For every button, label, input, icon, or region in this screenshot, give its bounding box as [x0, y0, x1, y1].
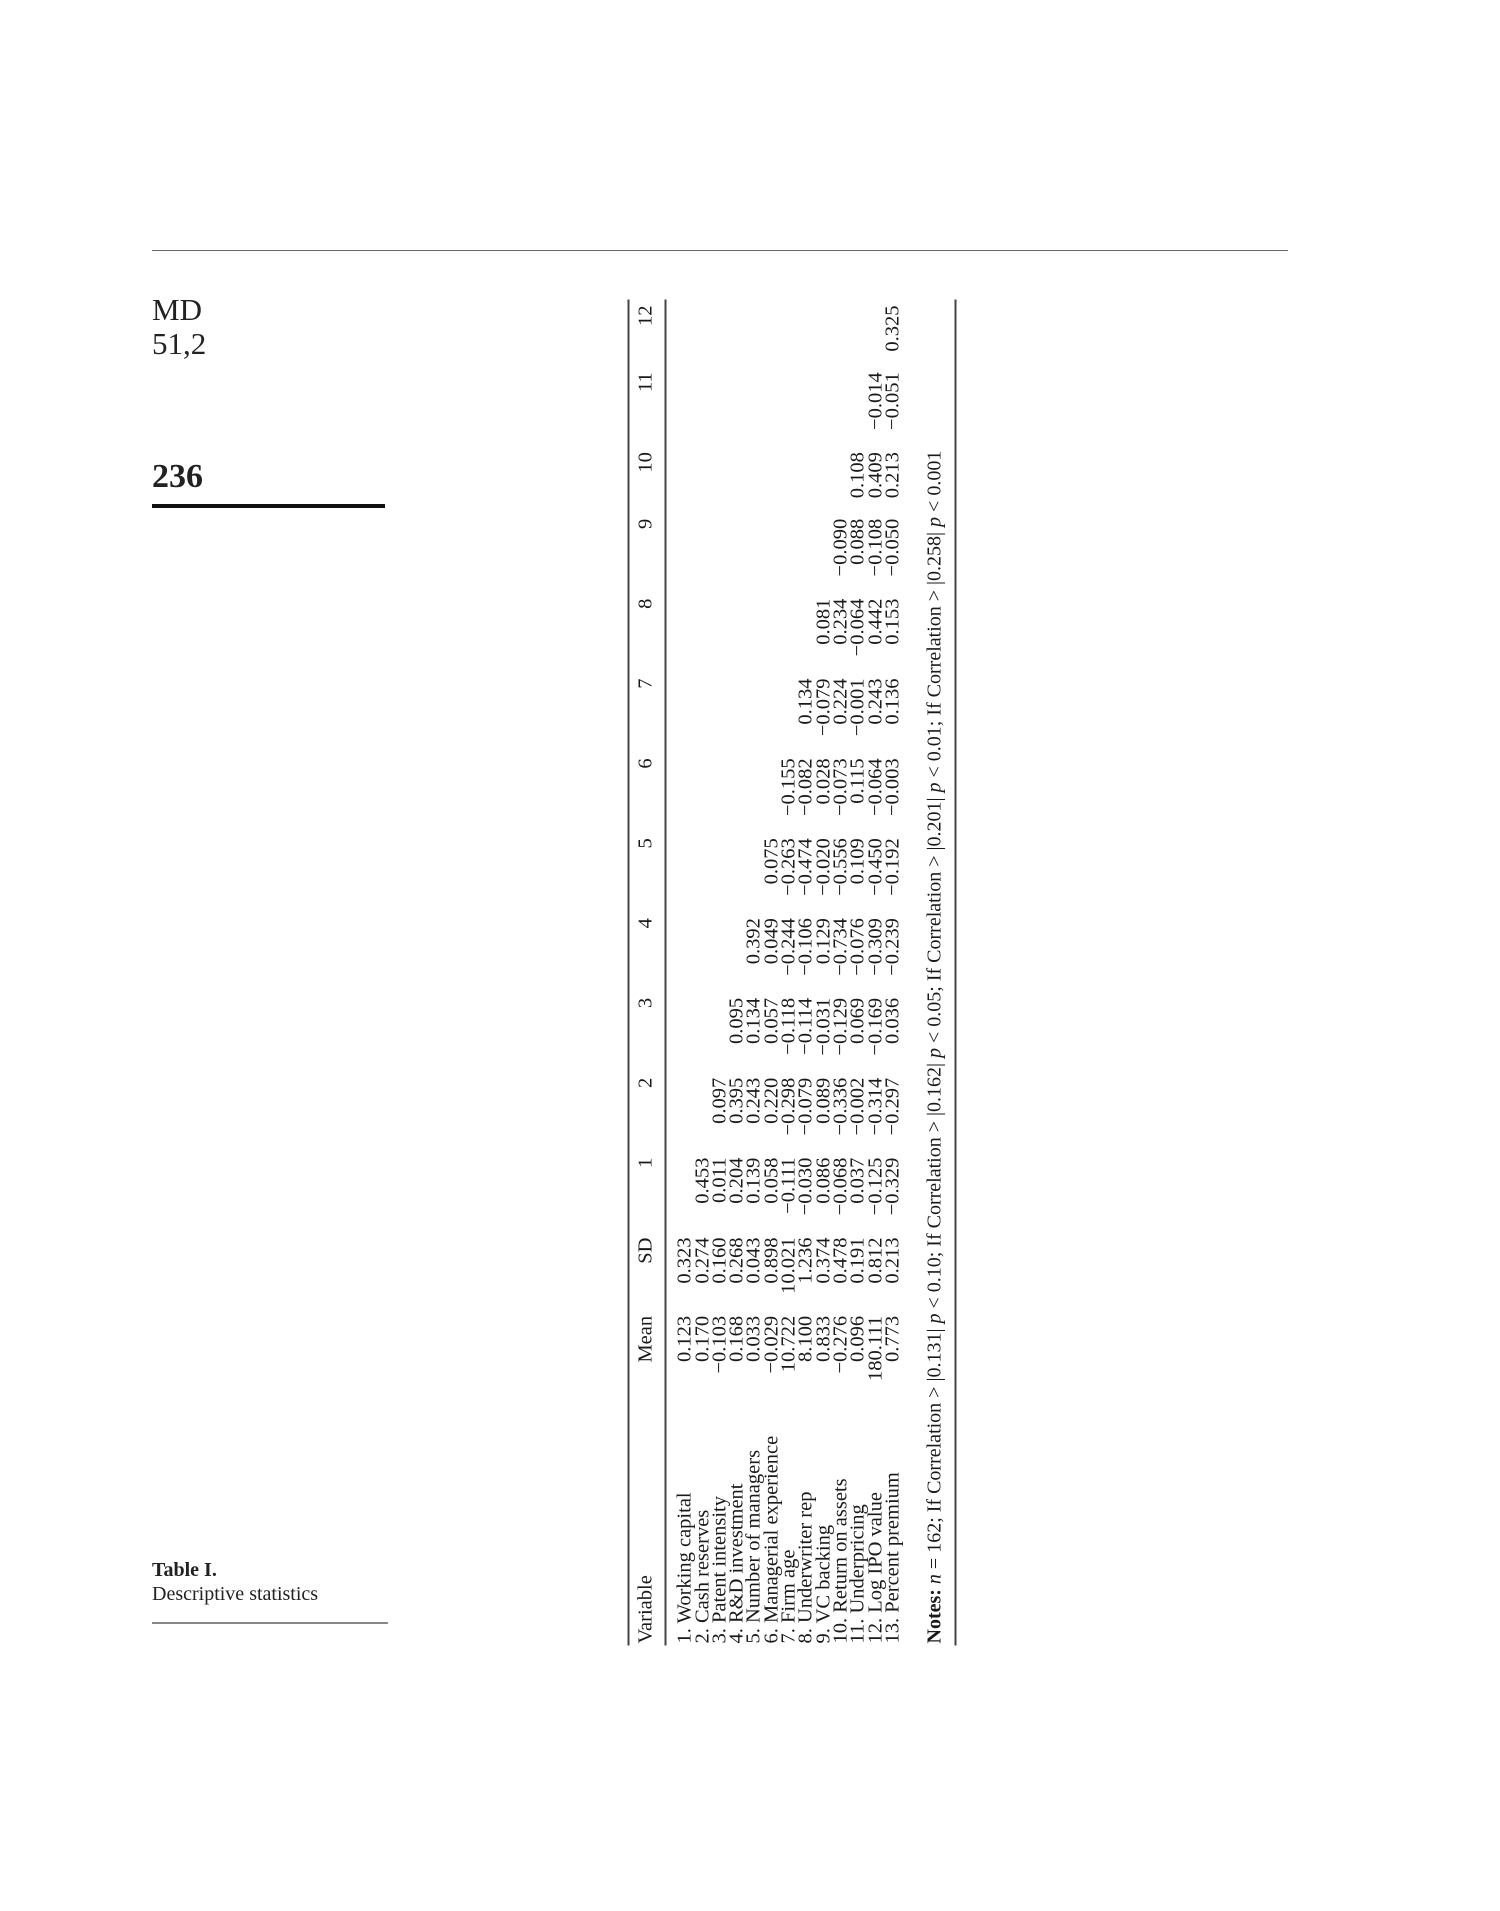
correlation-value: 0.095: [725, 997, 748, 1045]
column-header: Mean: [629, 1310, 666, 1398]
correlation-value: [729, 752, 746, 832]
column-header: Variable: [629, 1398, 666, 1645]
correlation-value: [694, 366, 711, 446]
correlation-value: [666, 513, 694, 593]
correlation-value: 0.057: [760, 997, 783, 1045]
correlation-value: 0.011: [708, 1157, 731, 1204]
notes-n: n: [923, 1574, 946, 1585]
correlation-value: [781, 366, 798, 446]
notes-text: < 0.001: [923, 450, 946, 517]
correlation-value: 0.395: [725, 1077, 748, 1124]
variable-name: 11. Underpricing: [846, 1504, 869, 1644]
notes-text: < 0.01; If Correlation > |0.258|: [923, 526, 946, 783]
correlation-value: −0.050: [881, 518, 904, 577]
correlation-value: −0.314: [864, 1077, 887, 1136]
correlation-value: [666, 446, 694, 513]
correlation-value: [729, 446, 746, 513]
correlation-value: −0.474: [794, 838, 817, 896]
notes-p: p: [923, 1313, 946, 1324]
correlation-value: [729, 832, 746, 912]
notes-label: Notes:: [923, 1589, 946, 1644]
correlation-value: −0.118: [777, 997, 800, 1055]
correlation-value: [798, 446, 815, 513]
correlation-value: −0.125: [864, 1157, 887, 1216]
correlation-value: 0.075: [760, 838, 783, 885]
correlation-value: 0.069: [846, 997, 869, 1045]
correlation-value: −0.020: [812, 838, 835, 896]
correlation-value: 0.097: [708, 1077, 731, 1124]
column-header: 12: [629, 300, 666, 367]
sd-value: 0.191: [846, 1237, 869, 1284]
correlation-value: −0.129: [829, 997, 852, 1056]
correlation-value: −0.079: [812, 678, 835, 737]
correlation-value: [832, 366, 849, 446]
table-body: [666, 300, 912, 1646]
correlation-value: [666, 1152, 694, 1232]
column-header: 4: [629, 912, 666, 992]
variable-name: 8. Underwriter rep: [794, 1491, 817, 1644]
correlation-value: −0.108: [864, 518, 887, 577]
correlation-value: 0.453: [691, 1157, 714, 1204]
correlation-value: 0.109: [846, 838, 869, 885]
correlation-value: [711, 366, 728, 446]
correlation-value: [694, 593, 711, 673]
column-header: 9: [629, 513, 666, 593]
mean-value: 0.123: [673, 1315, 696, 1362]
mean-value: −0.103: [708, 1315, 731, 1374]
correlation-value: [746, 366, 763, 446]
correlation-value: −0.192: [881, 838, 904, 896]
correlation-value: −0.114: [794, 997, 817, 1055]
correlation-value: [798, 300, 815, 367]
correlation-value: [781, 593, 798, 673]
correlation-value: [711, 832, 728, 912]
correlation-value: −0.556: [829, 838, 852, 896]
correlation-value: [711, 912, 728, 992]
correlation-value: −0.734: [829, 918, 852, 976]
correlation-value: [763, 300, 780, 367]
correlation-value: [729, 593, 746, 673]
correlation-value: [694, 513, 711, 593]
correlation-value: −0.014: [864, 372, 887, 430]
correlation-value: 0.213: [881, 452, 904, 499]
correlation-value: 0.058: [760, 1157, 783, 1204]
volume-issue: 51,2: [152, 326, 207, 361]
sd-value: 0.274: [691, 1237, 714, 1284]
correlation-value: −0.076: [846, 918, 869, 976]
top-rule: [152, 250, 1288, 251]
correlation-value: [666, 912, 694, 992]
notes-p: p: [923, 516, 946, 527]
sd-value: 0.160: [708, 1237, 731, 1284]
mean-value: 0.168: [725, 1315, 748, 1362]
variable-name: 2. Cash reserves: [691, 1509, 714, 1644]
correlation-value: 0.049: [760, 918, 783, 965]
mean-value: 0.170: [691, 1315, 714, 1362]
sd-value: 0.898: [760, 1237, 783, 1284]
correlation-value: [815, 446, 832, 513]
correlation-value: [746, 513, 763, 593]
correlation-value: [798, 513, 815, 593]
mean-value: 0.773: [881, 1315, 904, 1362]
column-header: 3: [629, 992, 666, 1072]
correlation-value: −0.068: [829, 1157, 852, 1216]
sd-value: 10.021: [777, 1237, 800, 1294]
correlation-value: 0.028: [812, 758, 835, 805]
mean-value: −0.276: [829, 1315, 852, 1374]
correlation-value: [694, 446, 711, 513]
correlation-value: [711, 513, 728, 593]
table-row: [666, 300, 694, 1646]
correlation-value: −0.297: [881, 1077, 904, 1136]
correlation-value: [850, 300, 867, 367]
correlation-value: [729, 513, 746, 593]
correlation-value: [666, 300, 694, 367]
correlation-value: 0.153: [881, 598, 904, 645]
correlation-value: 0.325: [881, 305, 904, 352]
variable-name: 5. Number of managers: [742, 1449, 765, 1644]
correlation-value: [666, 832, 694, 912]
correlation-value: [763, 593, 780, 673]
correlation-value: −0.336: [829, 1077, 852, 1136]
correlation-value: −0.263: [777, 838, 800, 896]
mean-value: −0.029: [760, 1315, 783, 1374]
correlation-value: 0.108: [846, 452, 869, 499]
caption-rule: [152, 1622, 388, 1624]
correlation-value: −0.051: [881, 372, 904, 430]
correlation-value: −0.244: [777, 918, 800, 976]
correlation-value: −0.169: [864, 997, 887, 1056]
sd-value: 0.043: [742, 1237, 765, 1284]
correlation-value: [832, 300, 849, 367]
column-header: 2: [629, 1072, 666, 1152]
correlation-value: [711, 672, 728, 752]
correlation-value: [781, 513, 798, 593]
correlation-value: 0.129: [812, 918, 835, 965]
correlation-value: [763, 366, 780, 446]
correlation-value: [694, 300, 711, 367]
column-header: 10: [629, 446, 666, 513]
correlation-value: [746, 593, 763, 673]
table-header-row: [629, 300, 666, 1646]
mean-value: 180.111: [864, 1315, 887, 1381]
sd-value: 0.812: [864, 1237, 887, 1284]
correlation-value: [781, 300, 798, 367]
variable-name: 10. Return on assets: [829, 1478, 852, 1644]
correlation-value: 0.036: [881, 997, 904, 1045]
correlation-value: 0.392: [742, 918, 765, 965]
sd-value: 0.374: [812, 1237, 835, 1284]
page-number: 236: [152, 458, 203, 495]
correlation-value: −0.309: [864, 918, 887, 976]
correlation-value: −0.030: [794, 1157, 817, 1216]
table-row: [798, 300, 815, 1646]
correlation-value: −0.106: [794, 918, 817, 976]
journal-header: [152, 293, 206, 361]
correlation-value: 0.409: [864, 452, 887, 499]
table-title: Descriptive statistics: [152, 1583, 319, 1605]
correlation-value: [746, 446, 763, 513]
mean-value: 0.033: [742, 1315, 765, 1362]
correlation-value: 0.139: [742, 1157, 765, 1204]
correlation-value: [746, 672, 763, 752]
correlation-value: [711, 446, 728, 513]
variable-name: 13. Percent premium: [881, 1472, 904, 1644]
correlation-value: 0.220: [760, 1077, 783, 1124]
correlation-value: [711, 593, 728, 673]
correlation-value: [666, 672, 694, 752]
mean-value: 0.833: [812, 1315, 835, 1362]
column-header: 5: [629, 832, 666, 912]
correlation-value: −0.073: [829, 758, 852, 817]
variable-name: 1. Working capital: [673, 1492, 696, 1644]
journal-code: MD: [152, 292, 202, 327]
correlation-value: −0.329: [881, 1157, 904, 1216]
correlation-value: [815, 300, 832, 367]
sd-value: 0.213: [881, 1237, 904, 1284]
column-header: 1: [629, 1152, 666, 1232]
correlation-value: [746, 752, 763, 832]
table-row: [711, 300, 728, 1646]
variable-name: 9. VC backing: [812, 1524, 835, 1644]
variable-name: 7. Firm age: [777, 1549, 800, 1644]
column-header: 8: [629, 593, 666, 673]
correlation-value: [694, 672, 711, 752]
variable-name: 6. Managerial experience: [760, 1435, 783, 1644]
correlation-value: 0.243: [742, 1077, 765, 1124]
correlation-value: −0.450: [864, 838, 887, 896]
rotated-table-container: [628, 300, 1063, 1646]
correlation-value: 0.136: [881, 678, 904, 725]
correlation-value: 0.204: [725, 1157, 748, 1204]
correlation-value: [763, 672, 780, 752]
notes-text: < 0.10; If Correlation > |0.162|: [923, 1058, 946, 1314]
column-header: 6: [629, 752, 666, 832]
sd-value: 0.478: [829, 1237, 852, 1284]
table-row: [694, 300, 711, 1646]
correlation-value: −0.031: [812, 997, 835, 1056]
correlation-value: [729, 366, 746, 446]
correlation-value: −0.082: [794, 758, 817, 817]
page-number-rule: [152, 504, 385, 508]
correlation-value: [694, 832, 711, 912]
correlation-value: −0.064: [846, 598, 869, 657]
correlation-value: [666, 1072, 694, 1152]
correlation-value: 0.442: [864, 598, 887, 645]
notes-p: p: [923, 782, 946, 793]
correlation-value: [798, 366, 815, 446]
correlation-value: [781, 446, 798, 513]
correlation-value: [666, 752, 694, 832]
correlation-value: 0.089: [812, 1077, 835, 1124]
variable-name: 3. Patent intensity: [708, 1496, 731, 1644]
mean-value: 8.100: [794, 1315, 817, 1362]
correlation-value: [711, 300, 728, 367]
notes-p: p: [923, 1048, 946, 1058]
column-header: SD: [629, 1232, 666, 1310]
correlation-value: [763, 513, 780, 593]
sd-value: 0.323: [673, 1237, 696, 1284]
table-notes: [912, 300, 957, 1646]
variable-name: 4. R&D investment: [725, 1483, 748, 1644]
correlation-value: −0.001: [846, 678, 869, 737]
descriptive-statistics-table: [628, 300, 912, 1646]
correlation-value: [666, 593, 694, 673]
correlation-value: −0.003: [881, 758, 904, 817]
correlation-value: 0.086: [812, 1157, 835, 1204]
correlation-value: 0.115: [846, 758, 869, 804]
correlation-value: 0.037: [846, 1157, 869, 1204]
correlation-value: 0.088: [846, 518, 869, 565]
correlation-value: [815, 366, 832, 446]
correlation-value: [711, 752, 728, 832]
correlation-value: −0.298: [777, 1077, 800, 1136]
correlation-value: [666, 992, 694, 1072]
correlation-value: 0.134: [742, 997, 765, 1045]
table-label: Table I.: [152, 1559, 217, 1581]
correlation-value: 0.243: [864, 678, 887, 725]
correlation-value: 0.224: [829, 678, 852, 725]
notes-text: < 0.05; If Correlation > |0.201|: [923, 792, 946, 1048]
correlation-value: 0.134: [794, 678, 817, 725]
correlation-value: [694, 752, 711, 832]
notes-text: = 162; If Correlation > |0.131|: [923, 1323, 946, 1575]
correlation-value: [746, 300, 763, 367]
correlation-value: −0.090: [829, 518, 852, 577]
column-header: 11: [629, 366, 666, 446]
correlation-value: −0.111: [777, 1157, 800, 1214]
correlation-value: [763, 446, 780, 513]
sd-value: 1.236: [794, 1237, 817, 1284]
table-caption: [152, 1558, 318, 1606]
correlation-value: [694, 912, 711, 992]
correlation-value: [729, 672, 746, 752]
correlation-value: 0.234: [829, 598, 852, 645]
correlation-value: 0.081: [812, 598, 835, 645]
correlation-value: −0.064: [864, 758, 887, 817]
correlation-value: −0.239: [881, 918, 904, 976]
correlation-value: [694, 992, 711, 1072]
column-header: 7: [629, 672, 666, 752]
correlation-value: −0.002: [846, 1077, 869, 1136]
correlation-value: [666, 366, 694, 446]
correlation-value: [729, 300, 746, 367]
correlation-value: −0.079: [794, 1077, 817, 1136]
sd-value: 0.268: [725, 1237, 748, 1284]
correlation-value: −0.155: [777, 758, 800, 817]
mean-value: 10.722: [777, 1315, 800, 1373]
table-row: [729, 300, 746, 1646]
table-row: [884, 300, 911, 1646]
mean-value: 0.096: [846, 1315, 869, 1362]
variable-name: 12. Log IPO value: [864, 1492, 887, 1644]
